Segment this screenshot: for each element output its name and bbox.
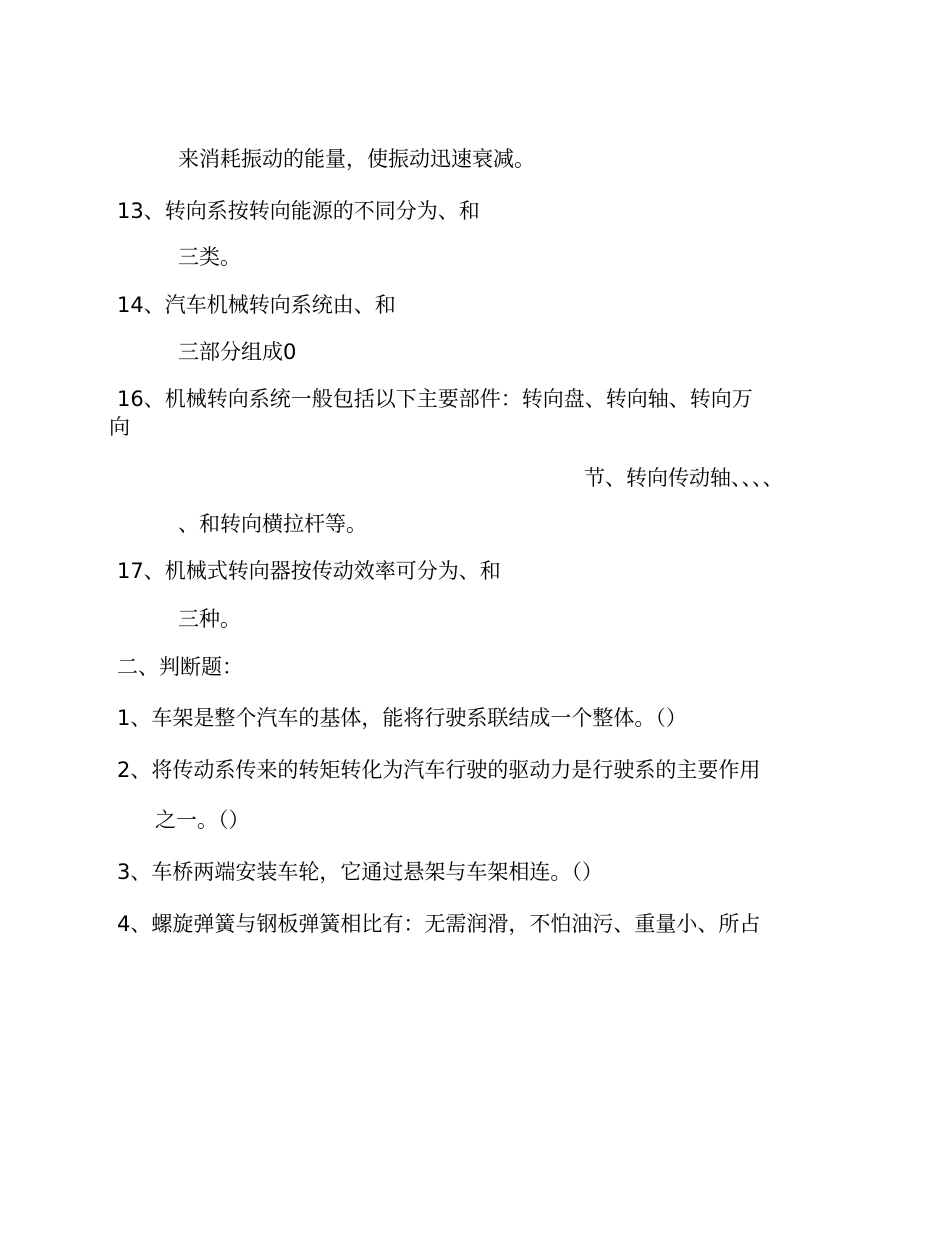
text-line-7: 向 (109, 415, 130, 439)
judgment-question-1: 1、车架是整个汽车的基体，能将行驶系联结成一个整体。（） (117, 706, 687, 730)
text-line-3: 三类。 (178, 245, 241, 269)
judgment-question-4: 4、螺旋弹簧与钢板弹簧相比有：无需润滑，不怕油污、重量小、所占 (117, 912, 761, 936)
question-13: 13、转向系按转向能源的不同分为、和 (117, 199, 480, 223)
text-line-8: 节、转向传动轴、、、、 (584, 466, 784, 490)
section-heading-judgment: 二、判断题： (117, 655, 243, 679)
text-line-5: 三部分组成0 (178, 340, 297, 364)
text-line-1: 来消耗振动的能量，使振动迅速衰减。 (178, 147, 535, 171)
text-line-9: 、和转向横拉杆等。 (178, 512, 367, 536)
judgment-question-3: 3、车桥两端安装车轮，它通过悬架与车架相连。（） (117, 860, 603, 884)
question-16: 16、机械转向系统一般包括以下主要部件：转向盘、转向轴、转向万 (117, 387, 753, 411)
question-17: 17、机械式转向器按传动效率可分为、和 (117, 559, 501, 583)
text-line-11: 三种。 (178, 607, 241, 631)
text-line-15: 之一。（） (155, 808, 250, 832)
judgment-question-2: 2、将传动系传来的转矩转化为汽车行驶的驱动力是行驶系的主要作用 (117, 758, 761, 782)
question-14: 14、汽车机械转向系统由、和 (117, 293, 396, 317)
